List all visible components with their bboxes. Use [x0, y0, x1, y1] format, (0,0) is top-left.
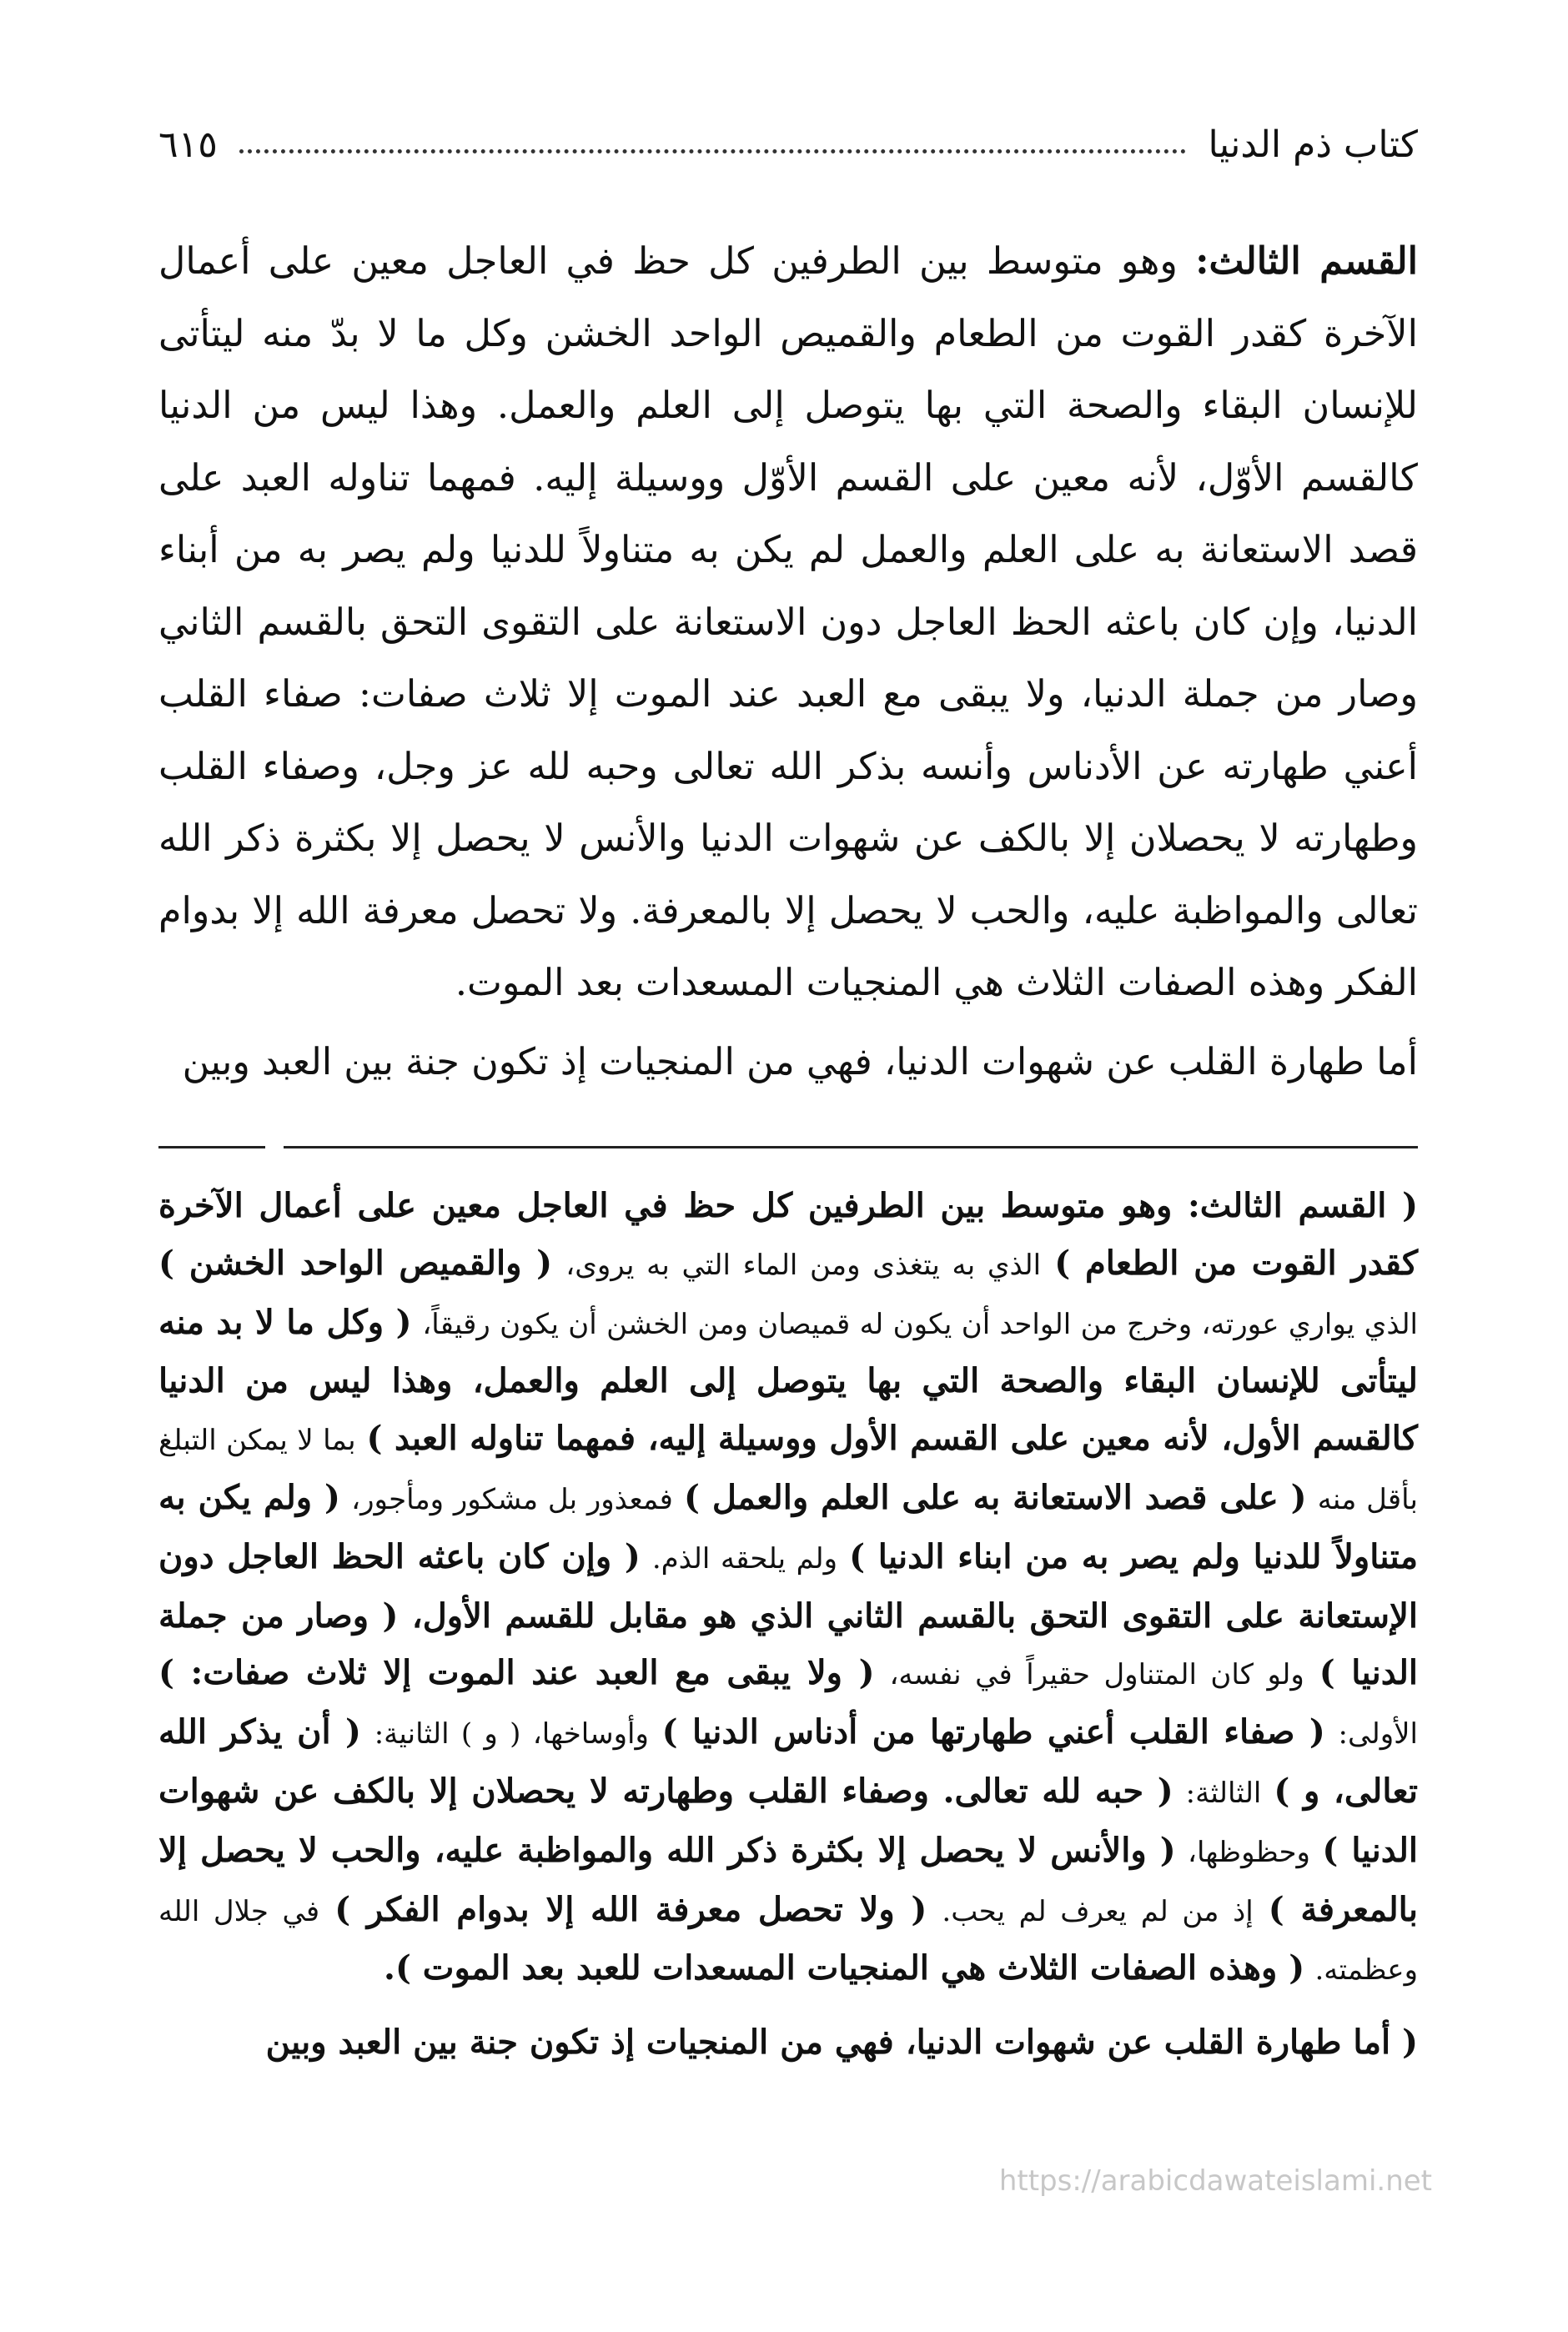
commentary-quote: ( على قصد الاستعانة به على العلم والعمل ) — [684, 1477, 1307, 1517]
commentary-quote: ( ولا يبقى مع العبد عند الموت إلا ثلاث صفات: ) — [158, 1653, 875, 1693]
commentary-gloss: الذي يواري عورته، وخرج من الواحد أن يكون له قميصان ومن الخشن أن يكون رقيقاً، — [422, 1307, 1418, 1341]
commentary-quote: ( والأنس لا يحصل إلا بكثرة ذكر الله والمواظبة عليه، والحب لا يحصل إلا بالمعرفة ) — [158, 1830, 1418, 1929]
running-title: كتاب ذم الدنيا — [1208, 123, 1418, 166]
footnote-divider — [158, 1146, 1418, 1149]
commentary-quote: ( أما طهارة القلب عن شهوات الدنيا، فهي من المنجيات إذ تكون جنة بين العبد وبين — [265, 2023, 1418, 2063]
divider-segment-left — [158, 1146, 265, 1148]
commentary-quote: ( ولم يكن به متناولاً للدنيا ولم يصر به من ابناء الدنيا ) — [158, 1477, 1418, 1576]
commentary-quote: ( القسم الثالث: وهو متوسط بين الطرفين كل حظ في العاجل معين على أعمال الآخرة كقدر القوت من الطعام ) — [158, 1186, 1418, 1283]
commentary-gloss: ولم يلحقه الذم. — [651, 1541, 838, 1576]
commentary-gloss: في جلال الله وعظمته. — [158, 1894, 1418, 1988]
commentary-quote: ( والقميص الواحد الخشن ) — [158, 1243, 553, 1283]
commentary-quote: ( حبه لله تعالى. وصفاء القلب وطهارته لا يحصلان إلا بالكف عن شهوات الدنيا ) — [158, 1771, 1419, 1870]
commentary-gloss: الثالثة: — [1185, 1776, 1262, 1810]
commentary-quote: ( أن يذكر الله تعالى، و ) — [158, 1712, 1418, 1811]
commentary-gloss: بما لا يمكن التبلغ بأقل منه — [158, 1424, 1418, 1516]
commentary-quote: ( وهذه الصفات الثلاث هي المنجيات المسعدات للعبد بعد الموت ). — [384, 1948, 1305, 1988]
commentary-gloss: وأوساخها، ( و ) الثانية: — [374, 1717, 649, 1752]
commentary-gloss: إذ من لم يعرف لم يحب. — [942, 1894, 1254, 1928]
commentary-paragraph-2 — [158, 2014, 1418, 2072]
commentary-gloss: وحظوظها، — [1188, 1835, 1310, 1869]
watermark-url: https://arabicdawateislami.net — [998, 2164, 1432, 2198]
main-paragraph-1 — [158, 225, 1418, 1020]
commentary-gloss: ولو كان المتناول حقيراً في نفسه، — [889, 1658, 1304, 1692]
commentary-gloss: الذي به يتغذى ومن الماء التي به يروى، — [565, 1248, 1042, 1282]
divider-segment-right — [284, 1146, 1418, 1148]
commentary-gloss: فمعذور بل مشكور ومأجور، — [351, 1482, 673, 1516]
running-header — [158, 115, 1418, 173]
commentary-quote: ( صفاء القلب أعني طهارتها من أدناس الدنيا ) — [661, 1712, 1325, 1752]
main-text — [158, 225, 1418, 1098]
page-number: ٦١٥ — [158, 123, 218, 166]
leader-dots — [239, 149, 1187, 153]
main-paragraph-2: أما طهارة القلب عن شهوات الدنيا، فهي من المنجيات إذ تكون جنة بين العبد وبين — [182, 1040, 1418, 1083]
commentary-quote: ( ولا تحصل معرفة الله إلا بدوام الفكر ) — [334, 1889, 927, 1929]
commentary-gloss: الأولى: — [1338, 1717, 1418, 1752]
main-paragraph-1-body: وهو متوسط بين الطرفين كل حظ في العاجل معين على أعمال الآخرة كقدر القوت من الطعام والقميص الواحد الخشن وكل ما لا بدّ منه ليتأتى للإنسان البقاء والصحة التي بها يتوصل إلى العلم والعمل. وهذا ليس من الدنيا كالقسم الأوّل، لأنه معين على القسم الأوّل ووسيلة إليه. فمهما تناوله العبد على قصد الاستعانة به على العلم والعمل لم يكن به متناولاً للدنيا ولم يصر به من أبناء الدنيا، وإن كان باعثه الحظ العاجل دون الاستعانة على التقوى التحق بالقسم الثاني وصار من جملة الدنيا، ولا يبقى مع العبد عند الموت إلا ثلاث صفات: صفاء القلب أعني طهارته عن الأدناس وأنسه بذكر الله تعالى وحبه لله عز وجل، وصفاء القلب وطهارته لا يحصلان إلا بالكف عن شهوات الدنيا والأنس لا يحصل إلا بكثرة ذكر الله تعالى والمواظبة عليه، والحب لا يحصل إلا بالمعرفة. ولا تحصل معرفة الله إلا بدوام الفكر وهذه الصفات الثلاث هي المنجيات المسعدات بعد الموت. — [158, 240, 1418, 1004]
commentary-paragraph-1 — [158, 1178, 1418, 1999]
commentary — [158, 1178, 1418, 2072]
section-heading: القسم الثالث: — [1195, 239, 1418, 283]
commentary-quote: ( وإن كان باعثه الحظ العاجل دون الإستعانة على التقوى التحق بالقسم الثاني الذي هو مقابل للقسم الأول، ( وصار من جملة الدنيا ) — [158, 1536, 1418, 1693]
commentary-quote: ( وكل ما لا بد منه ليتأتى للإنسان البقاء والصحة التي بها يتوصل إلى العلم والعمل، وهذا ليس من الدنيا كالقسم الأول، لأنه معين على القسم الأول ووسيلة إليه، فمهما تناوله العبد ) — [158, 1302, 1418, 1459]
